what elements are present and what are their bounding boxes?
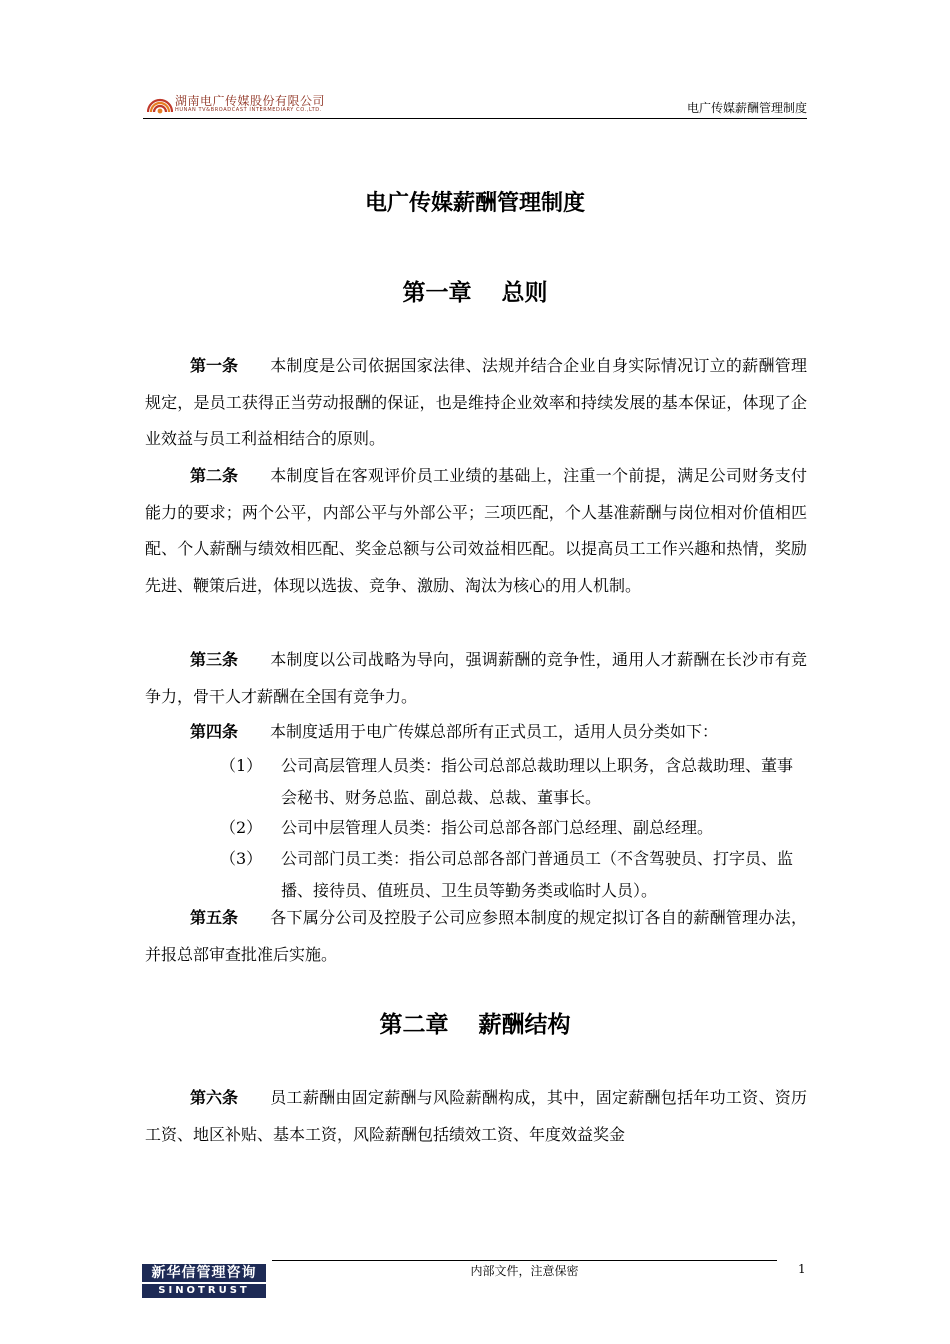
document-title: 电广传媒薪酬管理制度 <box>364 191 585 216</box>
company-name-en: HUNAN TV&BROADCAST INTERMEDIARY CO.,LTD. <box>175 107 322 113</box>
company-name-cn: 湖南电广传媒股份有限公司 <box>175 94 326 108</box>
footer-notice: 内部文件，注意保密 <box>470 1264 579 1278</box>
item-3-text: 公司部门员工类：指公司总部各部门普通员工（不含驾驶员、打字员、监播、接待员、值班员、卫生员等勤务类或临时人员）。 <box>281 849 794 900</box>
article-3-label: 第三条 <box>190 650 239 669</box>
article-1-label: 第一条 <box>190 356 239 375</box>
item-2-text: 公司中层管理人员类：指公司总部各部门总经理、副总经理。 <box>281 818 714 837</box>
article-4-item-2 <box>145 812 807 844</box>
article-3 <box>145 642 807 715</box>
footer-logo <box>142 1264 266 1298</box>
article-2-text: 本制度旨在客观评价员工业绩的基础上，注重一个前提，满足公司财务支付能力的要求；两个公平，内部公平与外部公平；三项匹配，个人基准薪酬与岗位相对价值相匹配、个人薪酬与绩效相匹配、奖金总额与公司效益相匹配。以提高员工工作兴趣和热情，奖励先进、鞭策后进，体现以选拔、竞争、激励、淘汰为核心的用人机制。 <box>145 466 807 595</box>
article-5-label: 第五条 <box>190 908 239 927</box>
article-3-text: 本制度以公司战略为导向，强调薪酬的竞争性，通用人才薪酬在长沙市有竞争力，骨干人才薪酬在全国有竞争力。 <box>145 650 807 706</box>
article-6-text: 员工薪酬由固定薪酬与风险薪酬构成，其中，固定薪酬包括年功工资、资历工资、地区补贴、基本工资，风险薪酬包括绩效工资、年度效益奖金 <box>145 1088 807 1144</box>
item-1-text: 公司高层管理人员类：指公司总部总裁助理以上职务，含总裁助理、董事会秘书、财务总监、副总裁、总裁、董事长。 <box>281 756 794 807</box>
article-4-item-3 <box>145 843 807 907</box>
chapter-1-heading <box>0 274 950 307</box>
article-5 <box>145 900 807 973</box>
footer-logo-cn: 新华信管理咨询 <box>142 1264 266 1282</box>
footer-logo-en: SINOTRUST <box>142 1284 266 1298</box>
article-4-item-1 <box>145 750 807 814</box>
article-4-label: 第四条 <box>190 722 239 741</box>
chapter-1-number: 第一章 <box>402 280 472 306</box>
item-2-number: （2） <box>220 818 263 837</box>
item-3-number: （3） <box>220 849 263 868</box>
chapter-1-name: 总则 <box>501 280 548 306</box>
article-1-text: 本制度是公司依据国家法律、法规并结合企业自身实际情况订立的薪酬管理规定，是员工获得正当劳动报酬的保证，也是维持企业效率和持续发展的基本保证，体现了企业效益与员工利益相结合的原则。 <box>145 356 807 448</box>
chapter-2-number: 第二章 <box>379 1012 449 1038</box>
article-1 <box>145 348 807 458</box>
company-logo-icon <box>147 90 173 116</box>
article-6-label: 第六条 <box>190 1088 239 1107</box>
article-4 <box>145 714 807 751</box>
article-2-label: 第二条 <box>190 466 239 485</box>
article-6 <box>145 1080 807 1153</box>
item-1-number: （1） <box>220 756 263 775</box>
page-header <box>143 88 807 119</box>
header-doc-name: 电广传媒薪酬管理制度 <box>686 101 807 115</box>
chapter-2-name: 薪酬结构 <box>478 1012 571 1038</box>
chapter-2-heading <box>0 1006 950 1039</box>
article-5-text: 各下属分公司及控股子公司应参照本制度的规定拟订各自的薪酬管理办法，并报总部审查批准后实施。 <box>145 908 807 964</box>
footer-divider <box>272 1260 777 1261</box>
article-4-text: 本制度适用于电广传媒总部所有正式员工，适用人员分类如下： <box>270 722 719 741</box>
article-2 <box>145 458 807 604</box>
page-number: 1 <box>798 1262 806 1276</box>
